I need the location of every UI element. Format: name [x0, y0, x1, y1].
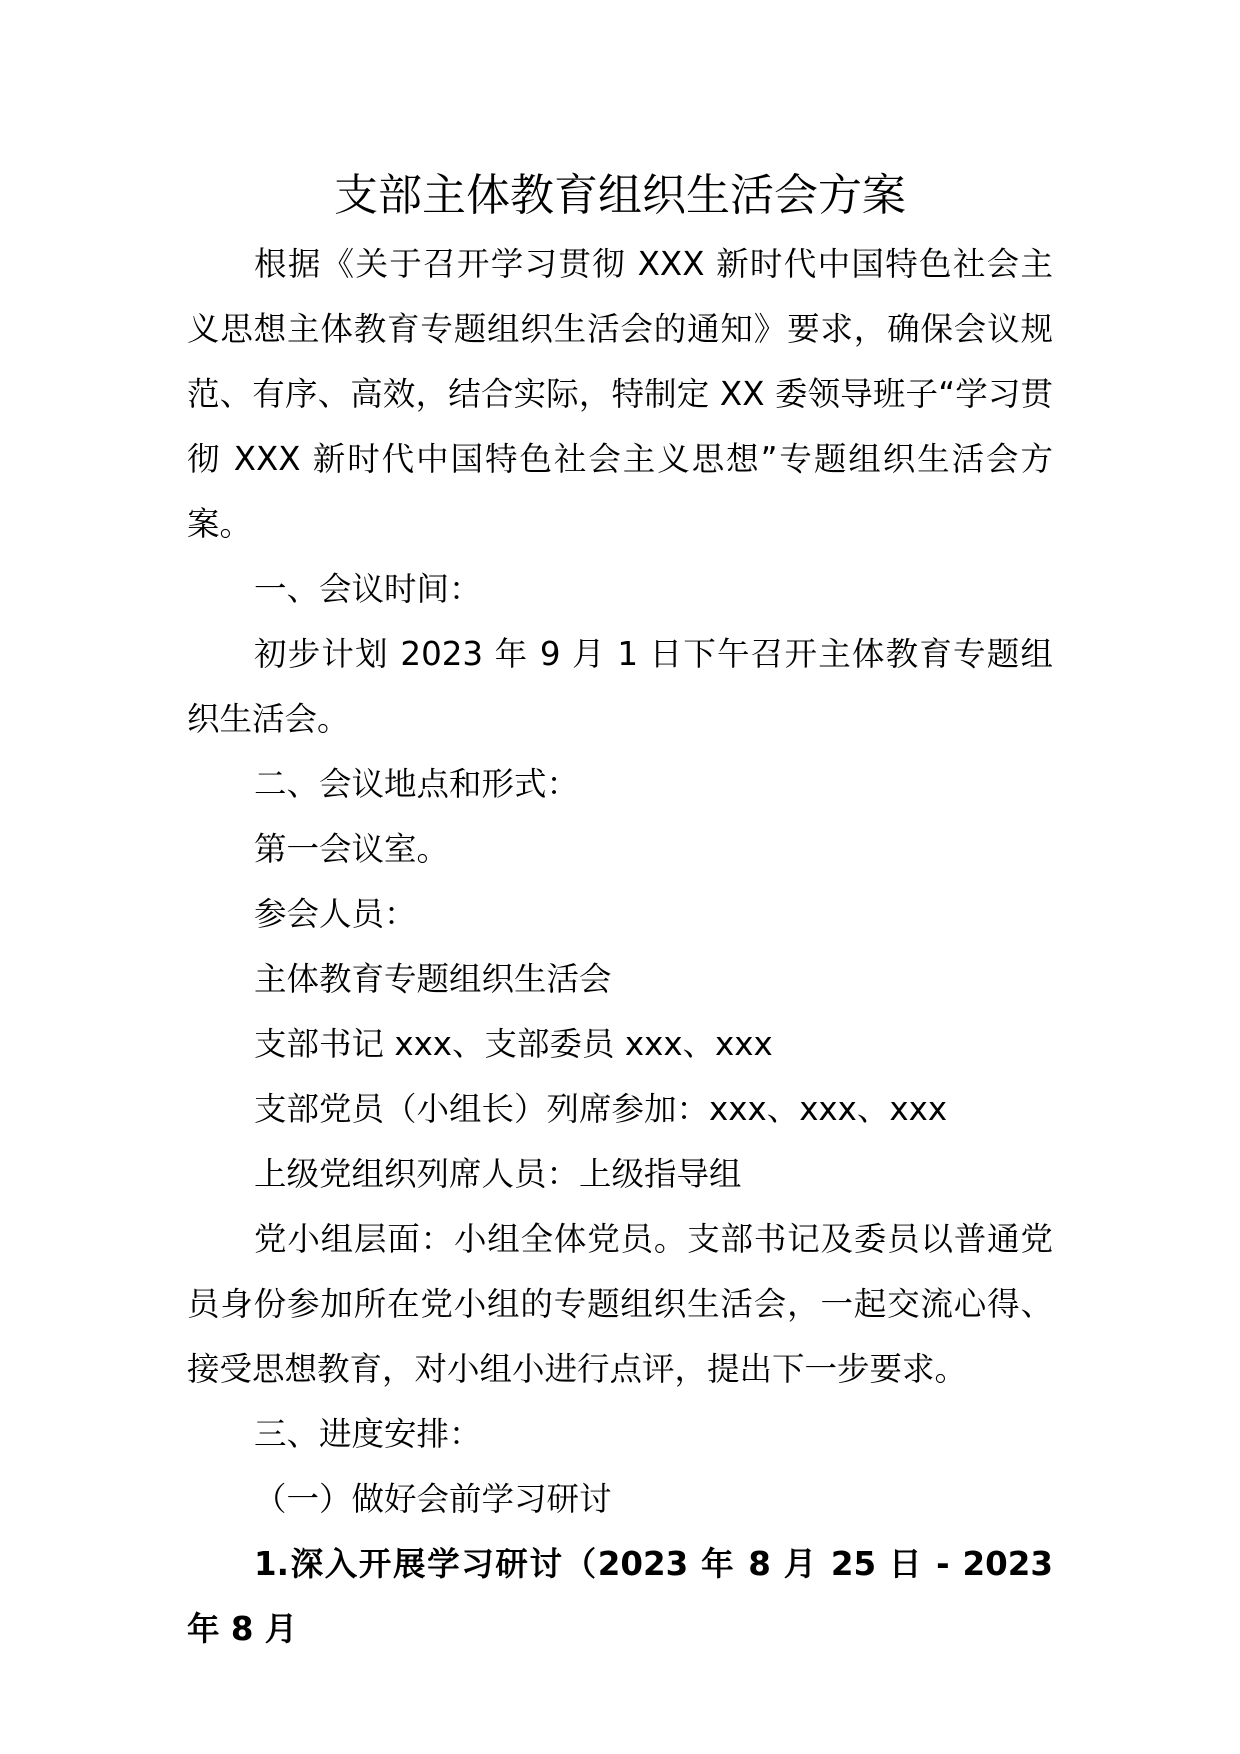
document-title: 支部主体教育组织生活会方案 [334, 170, 906, 221]
item-1-heading: 1.深入开展学习研讨（2023 年 8 月 25 日 - 2023 年 8 月 [187, 1545, 1053, 1648]
intro-paragraph: 根据《关于召开学习贯彻 XXX 新时代中国特色社会主义思想主体教育专题组织生活会的通知》要求，确保会议规范、有序、高效，结合实际，特制定 XX 委领导班子“学习贯彻 XXX 新时代中国特色社会主义思想”专题组织生活会方案。 [187, 245, 1053, 543]
section-1-body: 初步计划 2023 年 9 月 1 日下午召开主体教育专题组织生活会。 [187, 635, 1053, 738]
meeting-location: 第一会议室。 [254, 830, 450, 868]
document-body [187, 160, 1053, 1662]
group-level-paragraph: 党小组层面：小组全体党员。支部书记及委员以普通党员身份参加所在党小组的专题组织生活会，一起交流心得、接受思想教育，对小组小进行点评，提出下一步要求。 [187, 1220, 1053, 1388]
attendees-superior: 上级党组织列席人员：上级指导组 [254, 1155, 742, 1193]
section-1-heading: 一、会议时间： [254, 570, 482, 608]
subsection-1-heading: （一）做好会前学习研讨 [254, 1480, 612, 1518]
section-3-heading: 三、进度安排： [254, 1415, 482, 1453]
attendees-members: 支部党员（小组长）列席参加：xxx、xxx、xxx [254, 1090, 948, 1128]
attendees-label: 参会人员： [254, 895, 417, 933]
section-2-heading: 二、会议地点和形式： [254, 765, 580, 803]
attendees-meeting: 主体教育专题组织生活会 [254, 960, 612, 998]
attendees-branch: 支部书记 xxx、支部委员 xxx、xxx [254, 1025, 773, 1063]
